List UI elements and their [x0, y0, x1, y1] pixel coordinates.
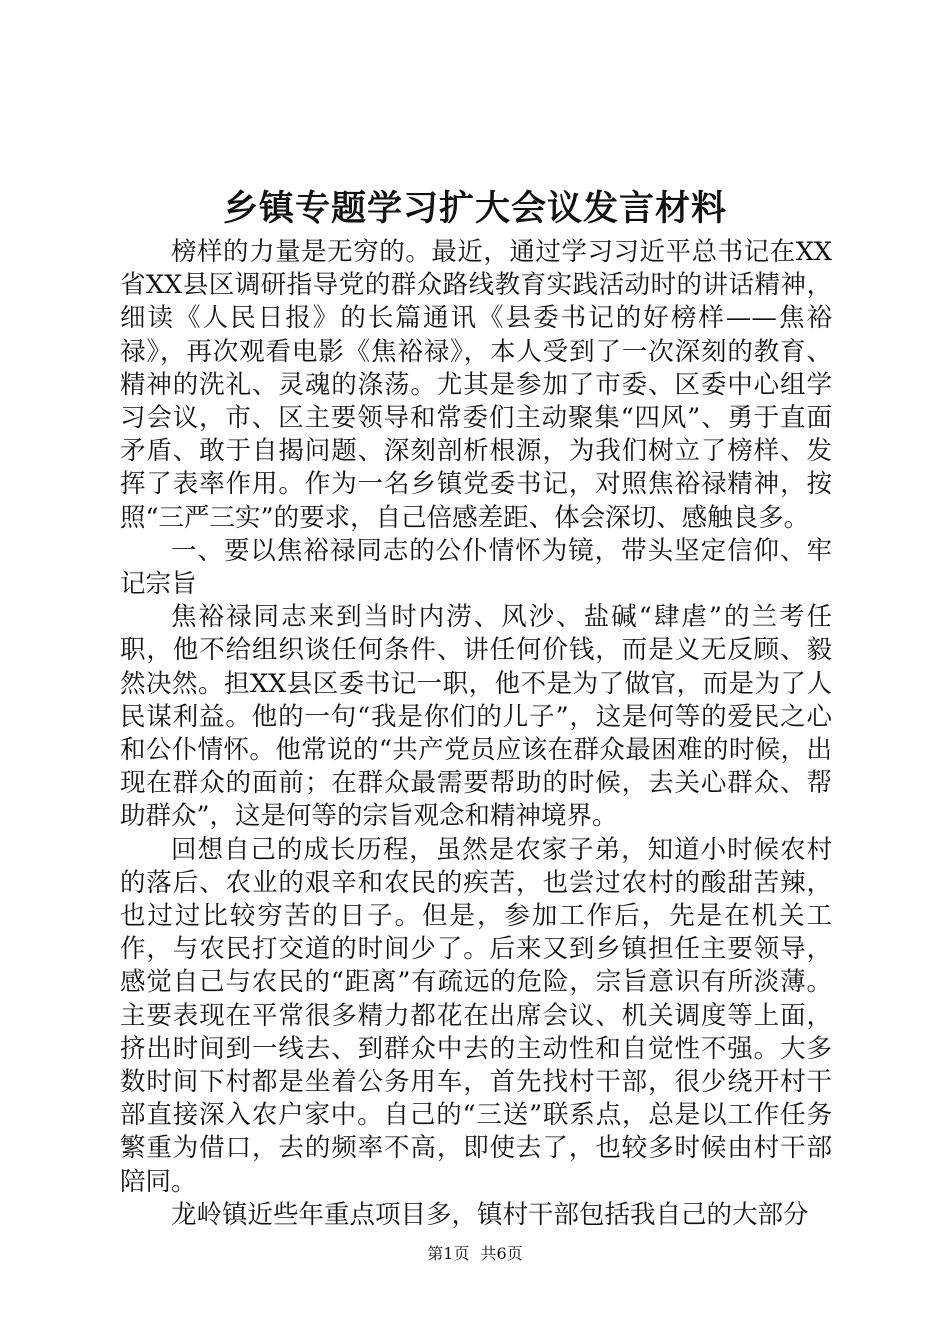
- page-total: 共6页: [480, 1244, 523, 1263]
- paragraph-jiao-yulu: 焦裕禄同志来到当时内涝、风沙、盐碱“肆虐”的兰考任职，他不给组织谈任何条件、讲任何价钱，而是义无反顾、毅然决然。担XX县区委书记一职，他不是为了做官，而是为了人民谋利益。他的一句“我是你们的儿子”，这是何等的爱民之心和公仆情怀。他常说的“共产党员应该在群众最困难的时候，出现在群众的面前；在群众最需要帮助的时候，去关心群众、帮助群众”，这是何等的宗旨观念和精神境界。: [120, 602, 832, 832]
- document-title: 乡镇专题学习扩大会议发言材料: [222, 189, 727, 229]
- paragraph-intro: 榜样的力量是无穷的。最近，通过学习习近平总书记在XX省XX县区调研指导党的群众路线教育实践活动时的讲话精神，细读《人民日报》的长篇通讯《县委书记的好榜样——焦裕禄》，再次观看电影《焦裕禄》，本人受到了一次深刻的教育、精神的洗礼、灵魂的涤荡。尤其是参加了市委、区委中心组学习会议，市、区主要领导和常委们主动聚集“四风”、勇于直面矛盾、敢于自揭问题、深刻剖析根源，为我们树立了榜样、发挥了表率作用。作为一名乡镇党委书记，对照焦裕禄精神，按照“三严三实”的要求，自己倍感差距、体会深切、感触良多。: [120, 237, 832, 533]
- section-heading-1: 一、要以焦裕禄同志的公仆情怀为镜，带头坚定信仰、牢记宗旨: [120, 535, 832, 600]
- paragraph-longling: 龙岭镇近些年重点项目多，镇村干部包括我自己的大部分: [171, 1199, 809, 1230]
- document-body: [120, 236, 832, 1232]
- page-footer: [0, 1244, 950, 1264]
- page-number: 第1页: [427, 1244, 470, 1263]
- paragraph-self-reflection: 回想自己的成长历程，虽然是农家子弟，知道小时候农村的落后、农业的艰辛和农民的疾苦，也尝过农村的酸甜苦辣，也过过比较穷苦的日子。但是，参加工作后，先是在机关工作，与农民打交道的时间少了。后来又到乡镇担任主要领导，感觉自己与农民的“距离”有疏远的危险，宗旨意识有所淡薄。主要表现在平常很多精力都花在出席会议、机关调度等上面，挤出时间到一线去、到群众中去的主动性和自觉性不强。大多数时间下村都是坐着公务用车，首先找村干部，很少绕开村干部直接深入农户家中。自己的“三送”联系点，总是以工作任务繁重为借口，去的频率不高，即使去了，也较多时候由村干部陪同。: [120, 834, 832, 1197]
